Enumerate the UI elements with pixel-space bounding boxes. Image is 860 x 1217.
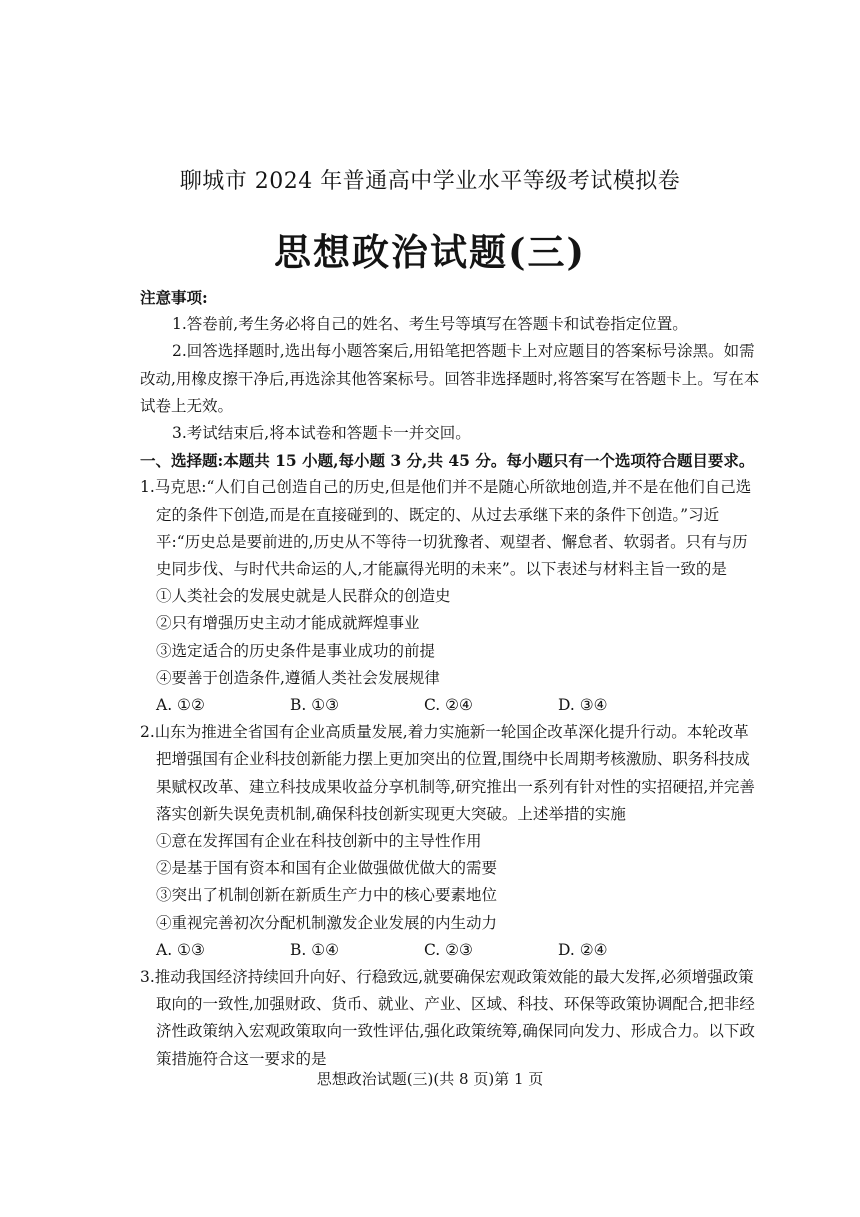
notice-item-1: 1.答卷前,考生务必将自己的姓名、考生号等填写在答题卡和试卷指定位置。 [172, 315, 688, 334]
question-stem: 2.山东为推进全省国有企业高质量发展,着力实施新一轮国企改革深化提升行动。本轮改革把增强国有企业科技创新能力摆上更加突出的位置,围绕中长周期考核激励、职务科技成果赋权改革、建立科技成果收益分享机制等,研究推出一系列有针对性的实招硬招,并完善落实创新失误免责机制,确保科技创新实现更大突破。上述举措的实施 [140, 723, 755, 823]
option-c: C. ②③ [424, 940, 473, 959]
option-a: A. ①② [156, 696, 205, 715]
question-stem: 1.马克思:“人们自己创造自己的历史,但是他们并不是随心所欲地创造,并不是在他们自己选定的条件下创造,而是在直接碰到的、既定的、从过去承继下来的条件下创造。”习近平:“历史总是要前进的,历史从不等待一切犹豫者、观望者、懈怠者、软弱者。只有与历史同步伐、与时代共命运的人,才能赢得光明的未来”。以下表述与材料主旨一致的是 [140, 478, 752, 579]
option-d: D. ②④ [558, 940, 608, 959]
page-footer: 思想政治试题(三)(共 8 页)第 1 页 [316, 1070, 544, 1088]
answer-options [140, 692, 760, 719]
notice-heading: 注意事项: [140, 288, 208, 307]
subject-title: 思想政治试题(三) [273, 230, 586, 274]
answer-options [140, 937, 760, 964]
exam-title: 聊城市 2024 年普通高中学业水平等级考试模拟卷 [179, 169, 681, 194]
statement: ③突出了机制创新在新质生产力中的核心要素地位 [156, 886, 498, 905]
option-d: D. ③④ [558, 696, 608, 715]
option-b: B. ①③ [290, 696, 340, 715]
statement: ①意在发挥国有企业在科技创新中的主导性作用 [156, 832, 482, 851]
statement: ②只有增强历史主动才能成就辉煌事业 [156, 614, 420, 633]
question-2 [140, 719, 760, 964]
statement: ①人类社会的发展史就是人民群众的创造史 [156, 587, 451, 606]
statement: ③选定适合的历史条件是事业成功的前提 [156, 641, 436, 660]
question-3 [140, 964, 760, 1073]
question-1 [140, 474, 760, 719]
statement: ④重视完善初次分配机制激发企业发展的内生动力 [156, 913, 498, 932]
statement: ④要善于创造条件,遵循人类社会发展规律 [156, 668, 440, 687]
section-heading: 一、选择题:本题共 15 小题,每小题 3 分,共 45 分。每小题只有一个选项符合题目要求。 [140, 451, 755, 471]
statement: ②是基于国有资本和国有企业做强做优做大的需要 [156, 859, 498, 878]
option-a: A. ①③ [156, 940, 205, 959]
option-b: B. ①④ [290, 940, 340, 959]
question-stem: 3.推动我国经济持续回升向好、行稳致远,就要确保宏观政策效能的最大发挥,必须增强政策取向的一致性,加强财政、货币、就业、产业、区域、科技、环保等政策协调配合,把非经济性政策纳入宏观政策取向一致性评估,强化政策统筹,确保同向发力、形成合力。以下政策措施符合这一要求的是 [140, 968, 755, 1068]
notice-item-2: 2.回答选择题时,选出每小题答案后,用铅笔把答题卡上对应题目的答案标号涂黑。如需改动,用橡皮擦干净后,再选涂其他答案标号。回答非选择题时,将答案写在答题卡上。写在本试卷上无效。 [140, 342, 760, 415]
page-content [140, 284, 760, 1073]
notice-item-3: 3.考试结束后,将本试卷和答题卡一并交回。 [172, 424, 471, 443]
option-c: C. ②④ [424, 696, 473, 715]
